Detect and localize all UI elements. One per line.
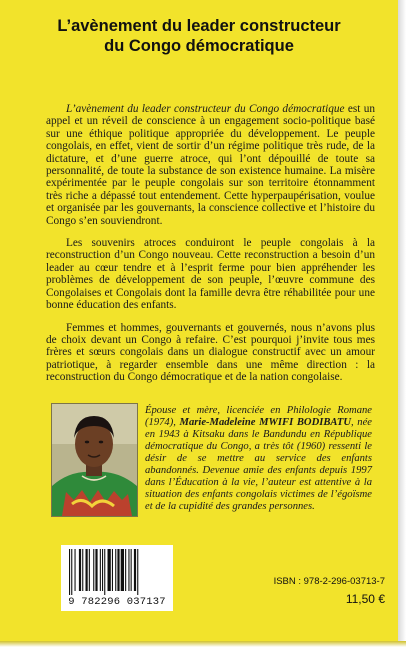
- barcode-bar: [102, 549, 103, 591]
- blurb-paragraph-1: [46, 103, 375, 227]
- cover-edge-bottom: [0, 641, 406, 647]
- price: 11,50 €: [345, 592, 385, 606]
- cover-edge-right: [398, 0, 406, 647]
- barcode-bar: [100, 549, 101, 591]
- blurb-paragraph-1-text: est un appel et un réveil de conscience à un engagement socio-politique basé sur une éthique politique appropriée du développement. Le peuple congolais, en effet, vient de sortir d’un régime politique très rude, de la dictature, et d’une guerre atroce, qui l’ont dépouillé de toute sa personnalité, de toute la substance de son existence humaine. La misère expérimentée par le peuple congolais sur son territoire étonnamment très riche a dépassé tout entendement. Cette hyperpaupérisation, voulue et organisée par les gouvernants, la conscience collective et l’histoire du Congo s’en souviendront.: [46, 103, 375, 227]
- barcode-bar: [95, 549, 97, 591]
- barcode-digits: 9 782296 037137: [68, 596, 166, 608]
- barcode-bar: [108, 549, 111, 591]
- blurb: [46, 103, 375, 394]
- barcode-bar: [134, 549, 136, 591]
- author-photo: [51, 403, 138, 517]
- barcode-bar: [75, 549, 76, 591]
- barcode-bar: [128, 549, 129, 591]
- barcode-bar: [115, 549, 116, 591]
- book-title-line-1: L’avènement du leader constructeur: [57, 17, 341, 35]
- barcode-bar: [89, 549, 90, 591]
- barcode-bar: [131, 549, 132, 591]
- barcode-bar: [71, 549, 72, 595]
- author-portrait-illustration: [52, 404, 137, 516]
- blurb-title-reference: L’avènement du leader constructeur du Congo démocratique: [66, 103, 345, 115]
- author-bio-text: , née en 1943 à Kitsaku dans le Bandundu en République démocratique du Congo, a très tôt (1960) ressenti le désir de se mettre au service des enfants abandonnés. Devenue amie des enfants depuis 1997 dans l’Éducation à la vie, l’auteur est attentive à la situation des enfants congolais victimes de l’égoïsme et de la cupidité des grandes personnes.: [145, 417, 372, 512]
- barcode-bar: [86, 549, 88, 591]
- blurb-paragraph-2: Les souvenirs atroces conduiront le peuple congolais à la reconstruction d’un Congo nouveau. Cette reconstruction a besoin d’un leader au cœur tendre et à l’esprit ferme pour bien appréhender les problèmes de développement de son peuple, l’œuvre commune des Congolaises et Congolais dont la famille devra être réhabilitée pour une bonne éducation des enfants.: [46, 237, 375, 312]
- author-name: Marie-Madeleine MWIFI BODIBATU: [179, 417, 352, 428]
- book-title: [10, 16, 388, 56]
- blurb-paragraph-3: Femmes et hommes, gouvernants et gouvernés, nous n’avons plus de choix devant un Congo à refaire. C’est pourquoi j’invite tous mes frères et sœurs congolais dans un dialogue constructif avec un amour patriotique, à regarder ensemble dans une même direction : la reconstruction du Congo démocratique et de la nation congolaise.: [46, 321, 375, 384]
- barcode-bar: [112, 549, 113, 591]
- barcode-bar: [69, 549, 70, 595]
- barcode-bar: [117, 549, 119, 591]
- isbn: ISBN : 978-2-296-03713-7: [273, 576, 385, 587]
- barcode: [61, 545, 173, 611]
- barcode-bar: [104, 549, 105, 595]
- barcode-bar: [137, 549, 138, 595]
- barcode-bar: [79, 549, 81, 591]
- author-bio-intro: Épouse et mère, licenciée en Philologie Romane (1974),: [145, 405, 372, 428]
- book-title-line-2: du Congo démocratique: [104, 37, 294, 55]
- barcode-bar: [82, 549, 83, 591]
- author-bio: [145, 405, 372, 513]
- barcode-bar: [121, 549, 124, 591]
- barcode-bars: [69, 549, 165, 595]
- barcode-bar: [125, 549, 126, 591]
- barcode-bar: [93, 549, 94, 591]
